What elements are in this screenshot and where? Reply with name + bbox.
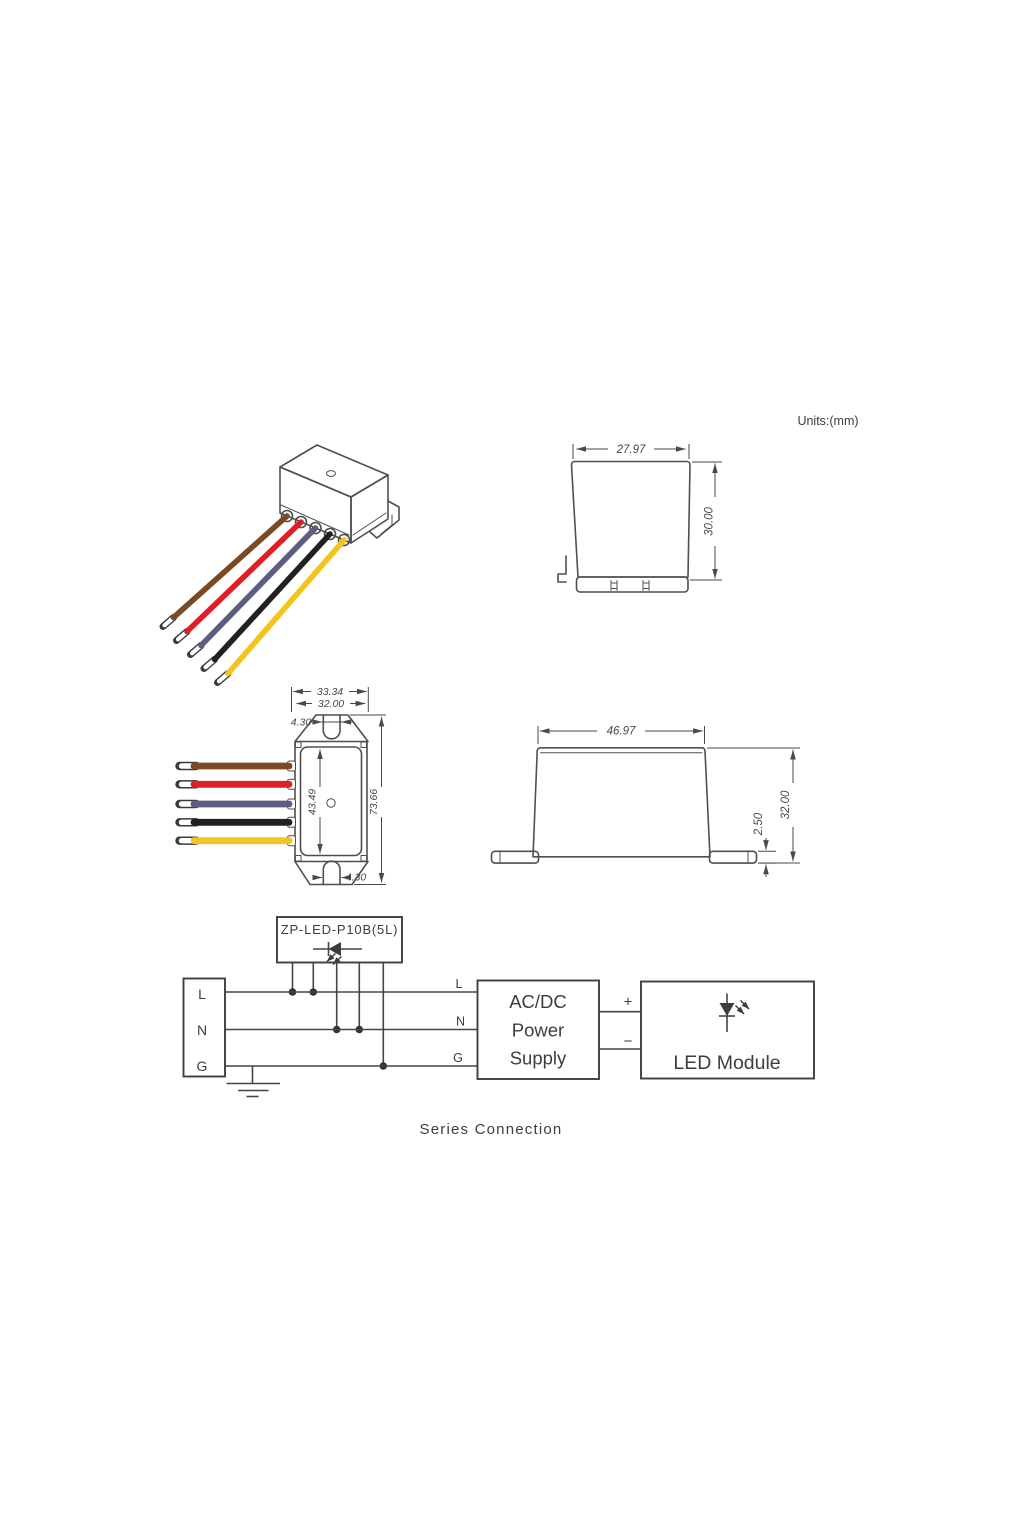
side-flange-dim: 2.50 [753,812,765,836]
front-body [572,462,691,578]
mains-lines [225,992,478,1066]
psu-input-l-label: L [455,977,463,991]
psu-name-line1: AC/DC [509,991,567,1012]
isometric-view [163,445,399,683]
side-top-width-dim: 46.97 [606,725,636,738]
wiring-diagram [184,917,815,1138]
iso-wires [163,516,344,683]
front-base-clips [611,581,649,591]
top-outer-width-dim: 33.34 [316,685,344,698]
plus-label: + [623,993,633,1011]
iso-mounting-hook [370,501,399,538]
sensor-leads [293,963,384,1066]
front-base [577,577,689,592]
front-height-dim: 30.00 [703,507,716,536]
diagram-caption: Series Connection [419,1121,563,1138]
side-view [492,725,801,877]
top-overall-length-dim: 73.66 [368,788,380,816]
minus-label: − [623,1033,633,1050]
side-body [533,748,710,857]
terminal-l-label: L [198,986,206,1002]
terminal-g-label: G [196,1058,208,1074]
top-body-width-dim: 32.00 [317,697,345,710]
side-right-flange [710,851,757,863]
top-view-wires [180,761,296,846]
psu-input-g-label: G [453,1051,463,1065]
terminal-n-label: N [196,1022,208,1038]
top-inner-length-dim: 43.49 [306,788,319,816]
psu-name-line3: Supply [509,1047,567,1069]
iso-top-hole [327,471,336,477]
top-bottom-notch-dim: 4.30 [345,871,367,884]
psu-input-n-label: N [455,1014,466,1029]
earth-ground-icon [227,1066,281,1097]
side-height-dim: 32.00 [780,790,792,820]
led-module-label: LED Module [673,1052,781,1074]
side-left-flange [492,851,539,863]
front-side-clip [558,556,566,582]
wire-slate [201,528,316,646]
top-notch-dim: 4.30 [290,716,312,729]
wire-red [187,522,301,632]
front-view [558,443,722,593]
top-center-hole [327,799,335,807]
sensor-label: ZP-LED-P10B(5L) [280,922,399,937]
units-label: Units:(mm) [797,414,859,428]
psu-name-line2: Power [511,1019,565,1041]
front-width-dim: 27.97 [616,443,646,456]
top-view [180,686,387,885]
